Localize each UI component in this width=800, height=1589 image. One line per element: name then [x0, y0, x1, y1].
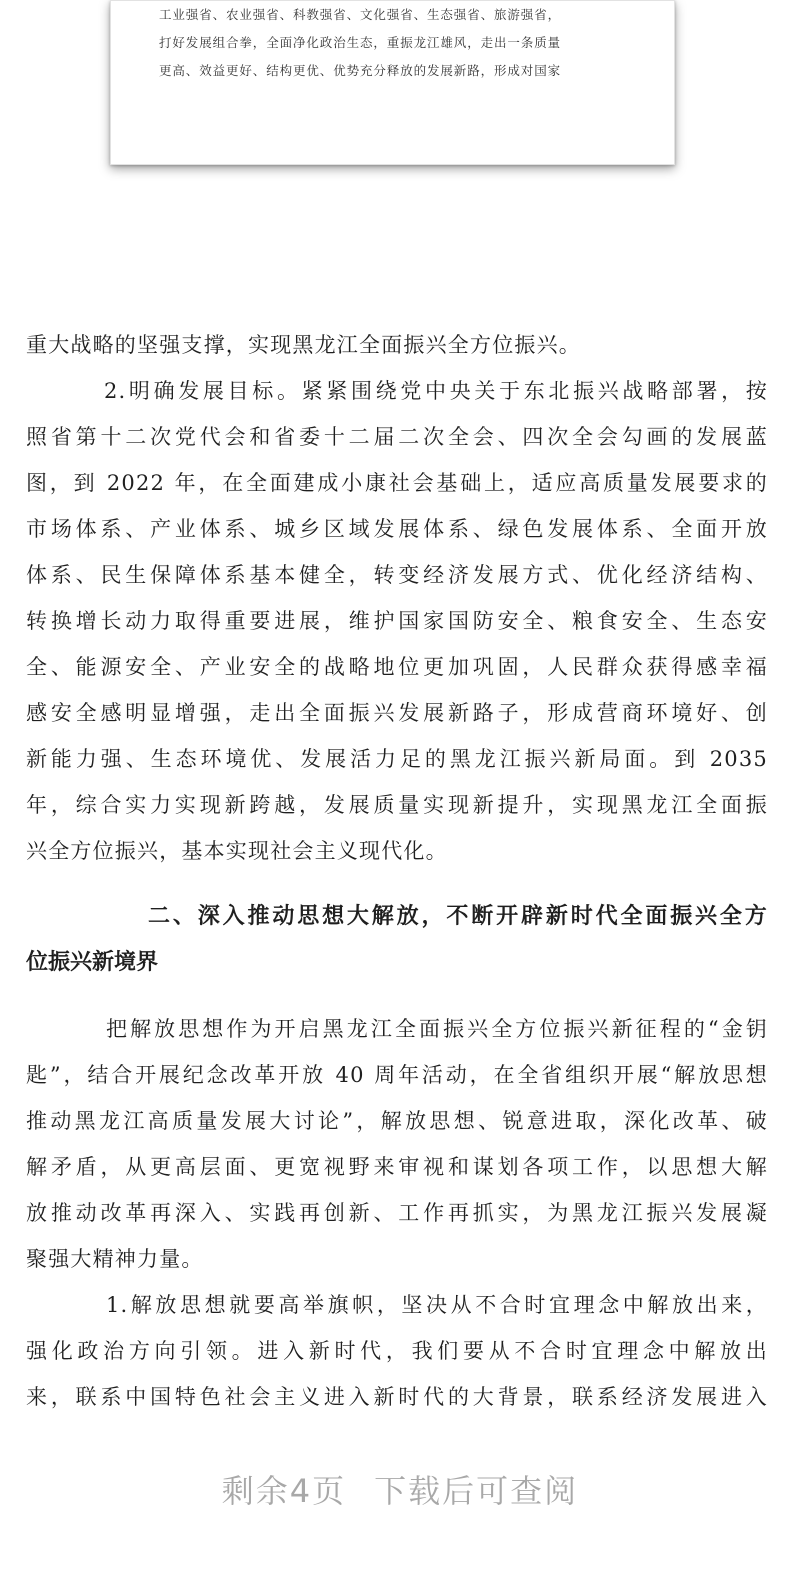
document-body: [26, 322, 768, 1420]
paragraph-line: 解矛盾，从更高层面、更宽视野来审视和谋划各项工作，以思想大解: [26, 1155, 768, 1179]
paragraph-line: 兴全方位振兴，基本实现社会主义现代化。: [26, 839, 448, 863]
download-to-view-label: 下载后可查阅: [374, 1472, 579, 1510]
paragraph-line: 体系、民生保障体系基本健全，转变经济发展方式、优化经济结构、: [26, 563, 768, 587]
preview-line: 打好发展组合拳，全面净化政治生态，重振龙江雄风，走出一条质量: [159, 35, 562, 50]
preview-line: 更高、效益更好、结构更优、优势充分释放的发展新路，形成对国家: [159, 63, 562, 78]
preview-line: 工业强省、农业强省、科教强省、文化强省、生态强省、旅游强省，: [159, 7, 562, 22]
paragraph-line: 推动黑龙江高质量发展大讨论”，解放思想、锐意进取，深化改革、破: [26, 1109, 768, 1133]
paragraph-line: 转换增长动力取得重要进展，维护国家国防安全、粮食安全、生态安: [26, 609, 768, 633]
paragraph-line: 强化政治方向引领。进入新时代，我们要从不合时宜理念中解放出: [26, 1339, 768, 1363]
remaining-pages-label: 剩余4页: [221, 1472, 347, 1510]
paragraph-line: 市场体系、产业体系、城乡区域发展体系、绿色发展体系、全面开放: [26, 517, 768, 541]
paragraph-line: 匙”，结合开展纪念改革开放 40 周年活动，在全省组织开展“解放思想: [26, 1063, 768, 1087]
paragraph-line: 放推动改革再深入、实践再创新、工作再抓实，为黑龙江振兴发展凝: [26, 1201, 768, 1225]
paragraph-line: 1.解放思想就要高举旗帜，坚决从不合时宜理念中解放出来，: [106, 1293, 768, 1317]
section-heading: 位振兴新境界: [26, 950, 159, 975]
paragraph-line: 全、能源安全、产业安全的战略地位更加巩固，人民群众获得感幸福: [26, 655, 768, 679]
download-prompt[interactable]: [0, 1466, 800, 1512]
paragraph-line: 重大战略的坚强支撑，实现黑龙江全面振兴全方位振兴。: [26, 333, 581, 357]
paragraph-line: 年，综合实力实现新跨越，发展质量实现新提升，实现黑龙江全面振: [26, 793, 768, 817]
paragraph-line: 感安全感明显增强，走出全面振兴发展新路子，形成营商环境好、创: [26, 701, 768, 725]
paragraph-line: 2.明确发展目标。紧紧围绕党中央关于东北振兴战略部署，按: [104, 379, 768, 403]
paragraph-line: 图，到 2022 年，在全面建成小康社会基础上，适应高质量发展要求的: [26, 471, 768, 495]
paragraph-line: 把解放思想作为开启黑龙江全面振兴全方位振兴新征程的“金钥: [106, 1017, 768, 1041]
preview-page-card: [110, 0, 675, 165]
paragraph-line: 聚强大精神力量。: [26, 1247, 204, 1271]
paragraph-line: 新能力强、生态环境优、发展活力足的黑龙江振兴新局面。到 2035: [26, 747, 768, 771]
section-heading: 二、深入推动思想大解放，不断开辟新时代全面振兴全方: [148, 904, 768, 929]
paragraph-line: 照省第十二次党代会和省委十二届二次全会、四次全会勾画的发展蓝: [26, 425, 768, 449]
paragraph-line: 来，联系中国特色社会主义进入新时代的大背景，联系经济发展进入: [26, 1385, 768, 1409]
